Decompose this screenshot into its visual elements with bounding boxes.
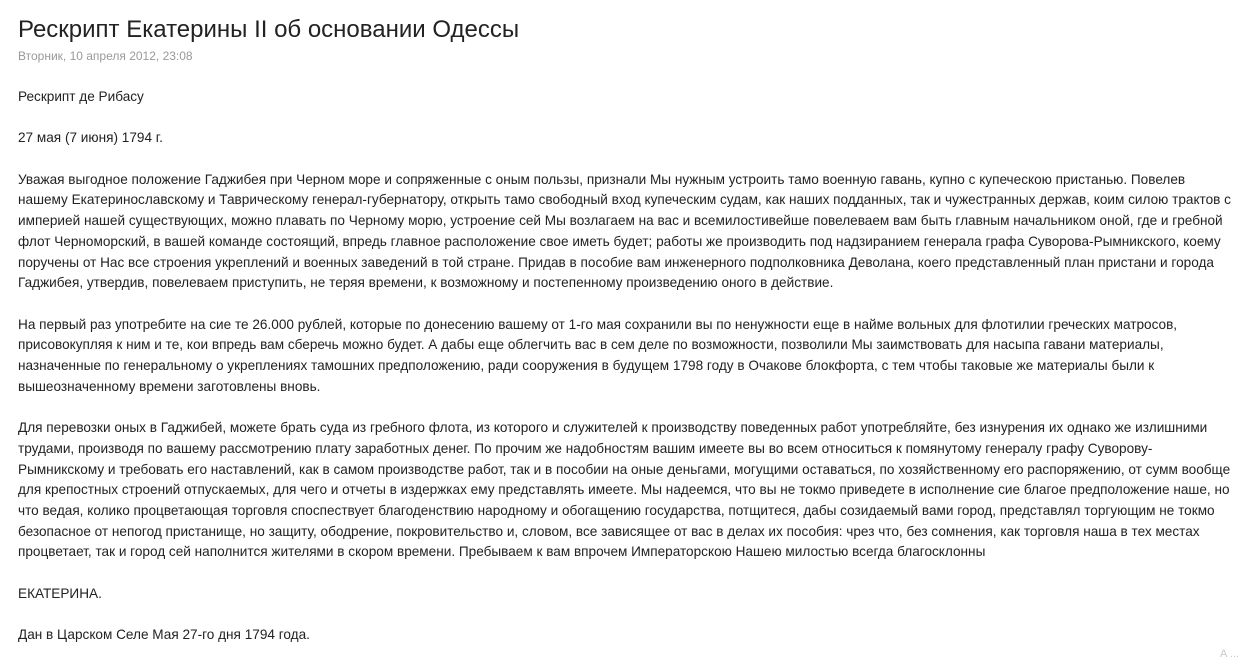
closing-line: Дан в Царском Селе Мая 27-го дня 1794 года. <box>18 627 310 643</box>
rescript-date: 27 мая (7 июня) 1794 г. <box>18 130 163 146</box>
post-body <box>18 87 1236 646</box>
paragraph-1: Уважая выгодное положение Гаджибея при Черном море и сопряженные с оным пользы, признали Мы нужным устроить тамо военную гавань, купно с купеческою пристанью. Повелев нашему Екатеринославскому и Таврическому генерал-губернатору, открыть тамо свободный вход купеческим судам, как наших подданных, так и чужестранных держав, коим силою трактов с империей нашей существующих, можно плавать по Черному морю, устроение сей Мы возлагаем на вас и всемилостивейше повелеваем вам быть главным начальником оной, где и гребной флот Черноморский, в вашей команде состоящий, впредь главное расположение свое иметь будет; работы же производить под надзиранием генерала графа Суворова-Рымникского, коему поручены от Нас все строения укреплений и военных заведений в той стране. Придав в пособие вам инженерного подполковника Деволана, коего представленный план пристани и города Гаджибея, утвердив, повелеваем приступить, не теряя времени, к возможному и постепенному произведению оного в действие. <box>18 171 1231 291</box>
paragraph-3: Для перевозки оных в Гаджибей, можете брать суда из гребного флота, из которого и служителей к производству поведенных работ употребляйте, без изнурения их однако же излишними трудами, производя по вашему рассмотрению плату заработных денег. По прочим же надобностям вашим имеете вы во всем относиться к помянутому генералу графу Суворову-Рымникскому и требовать его наставлений, как в самом производстве работ, так и в пособии на оные деньгами, могущими оставаться, по хозяйственному его распоряжению, от сумм вообще для крепостных строений отпускаемых, для чего и отчеты в издержках ему представлять имеете. Мы надеемся, что вы не токмо приведете в исполнение сие благое предположение наше, но что ведая, колико процветающая торговля споспествует благоденствию народному и обогащению государства, потщитеся, дабы созидаемый вами город, представлял торгующим не токмо безопасное от непогод пристанище, но защиту, ободрение, покровительство и, словом, все зависящее от вас в делах их пособия: чрез что, без сомнения, как торговля наша в тех местах процветает, так и город сей наполнится жителями в скором времени. Пребываем к вам впрочем Императорскою Нашею милостью всегда благосклонны <box>18 420 1231 560</box>
post <box>18 14 1236 667</box>
paragraph-2: На первый раз употребите на сие те 26.000 рублей, которые по донесению вашему от 1-го мая сохранили вы по ненужности еще в найме вольных для флотилии греческих матросов, присовокупляя к ним и те, кои впредь вам сберечь можно будет. А дабы еще облегчить вас в сем деле по возможности, позволили Мы заимствовать для насыпа гавани материалы, назначенные по генеральному о укреплениях тамошних предположению, ради сооружения в будущем 1798 году в Очакове блокфорта, с тем чтобы таковые же материалы были к вышеозначенному времени заготовлены вновь. <box>18 316 1178 394</box>
corner-text: A ... <box>1220 648 1239 660</box>
signature: ЕКАТЕРИНА. <box>18 585 102 601</box>
rescript-heading: Рескрипт де Рибасу <box>18 89 144 104</box>
page-title: Рескрипт Екатерины II об основании Одессы <box>18 16 520 43</box>
post-date: Вторник, 10 апреля 2012, 23:08 <box>18 49 193 63</box>
